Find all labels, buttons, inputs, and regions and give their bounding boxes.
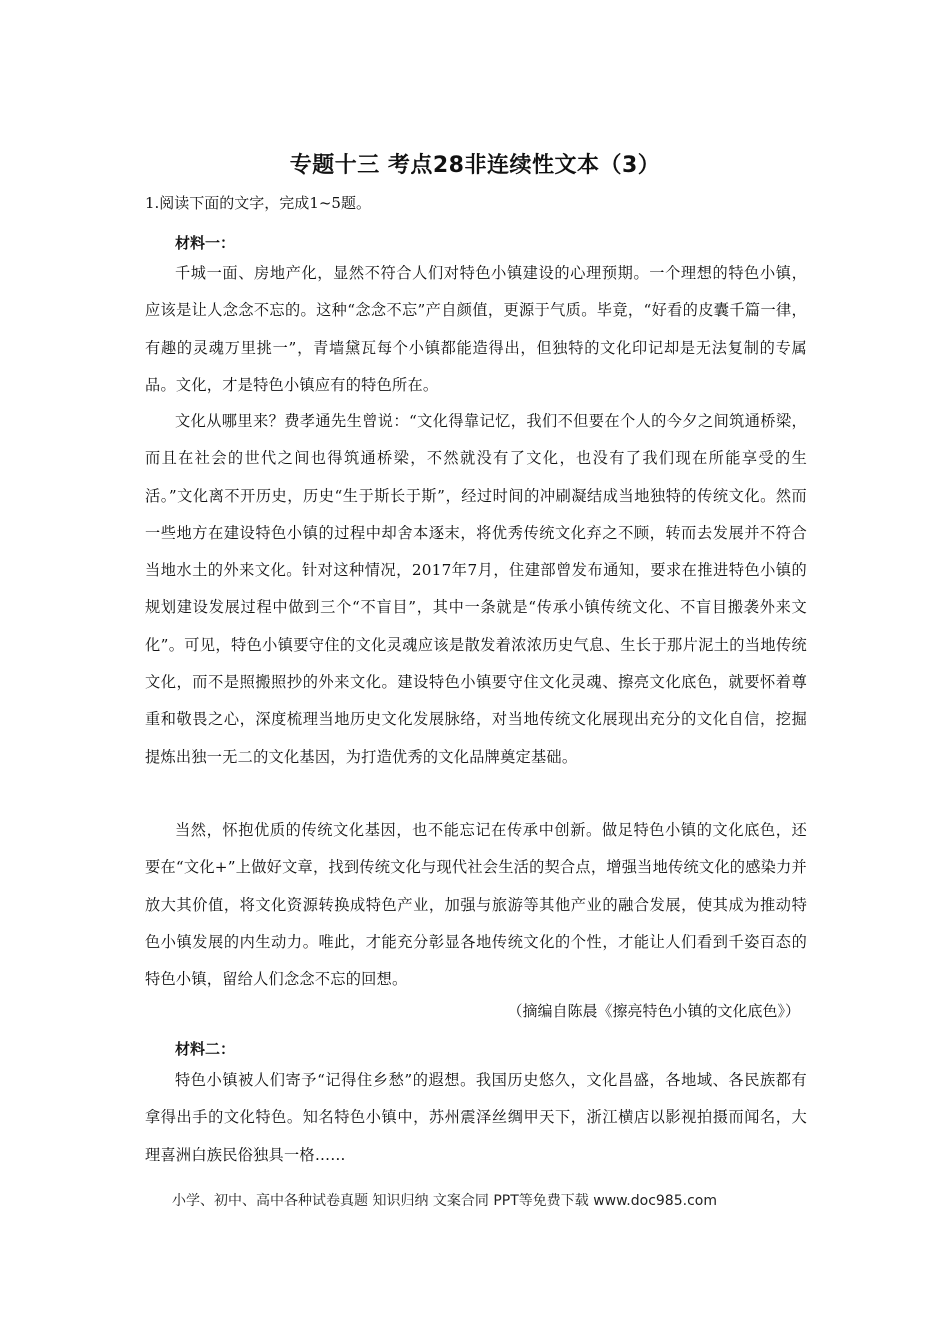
material-1-paragraph: 千城一面、房地产化，显然不符合人们对特色小镇建设的心理预期。一个理想的特色小镇，应该是让人念念不忘的。这种“念念不忘”产自颜值，更源于气质。毕竟，“好看的皮囊千篇一律，有趣的灵魂万里挑一”，青墙黛瓦每个小镇都能造得出，但独特的文化印记却是无法复制的专属品。文化，才是特色小镇应有的特色所在。 [145, 264, 807, 394]
material-1-paragraph: 当然，怀抱优质的传统文化基因，也不能忘记在传承中创新。做足特色小镇的文化底色，还要在“文化+”上做好文章，找到传统文化与现代社会生活的契合点，增强当地传统文化的感染力并放大其价值，将文化资源转换成特色产业，加强与旅游等其他产业的融合发展，使其成为推动特色小镇发展的内生动力。唯此，才能充分彰显各地传统文化的个性，才能让人们看到千姿百态的特色小镇，留给人们念念不忘的回想。 [145, 821, 807, 989]
material-1-source: （摘编自陈晨《擦亮特色小镇的文化底色》） [507, 1002, 800, 1020]
material-1-label: 材料一： [175, 234, 236, 252]
material-1-paragraph: 文化从哪里来？费孝通先生曾说：“文化得靠记忆，我们不但要在个人的今夕之间筑通桥梁，而且在社会的世代之间也得筑通桥梁，不然就没有了文化，也没有了我们现在所能享受的生活。”文化离不开历史，历史“生于斯长于斯”，经过时间的冲刷凝结成当地独特的传统文化。然而一些地方在建设特色小镇的过程中却舍本逐末，将优秀传统文化弃之不顾，转而去发展并不符合当地水土的外来文化。针对这种情况，2017年7月，住建部曾发布通知，要求在推进特色小镇的规划建设发展过程中做到三个“不盲目”，其中一条就是“传承小镇传统文化、不盲目搬袭外来文化”。可见，特色小镇要守住的文化灵魂应该是散发着浓浓历史气息、生长于那片泥土的当地传统文化，而不是照搬照抄的外来文化。建设特色小镇要守住文化灵魂、擦亮文化底色，就要怀着尊重和敬畏之心，深度梳理当地历史文化发展脉络，对当地传统文化展现出充分的文化自信，挖掘提炼出独一无二的文化基因，为打造优秀的文化品牌奠定基础。 [145, 412, 807, 766]
material-2-label: 材料二： [175, 1040, 236, 1058]
question-prompt: 1.阅读下面的文字，完成1~5题。 [145, 194, 371, 212]
material-2-paragraph: 特色小镇被人们寄予“记得住乡愁”的遐想。我国历史悠久，文化昌盛，各地域、各民族都有拿得出手的文化特色。知名特色小镇中，苏州震泽丝绸甲天下，浙江横店以影视拍摄而闻名，大理喜洲白族民俗独具一格…… [145, 1071, 807, 1164]
footer-note: 小学、初中、高中各种试卷真题 知识归纳 文案合同 PPT等免费下载 www.doc985.com [172, 1193, 717, 1209]
document-title: 专题十三 考点28非连续性文本（3） [289, 153, 661, 178]
